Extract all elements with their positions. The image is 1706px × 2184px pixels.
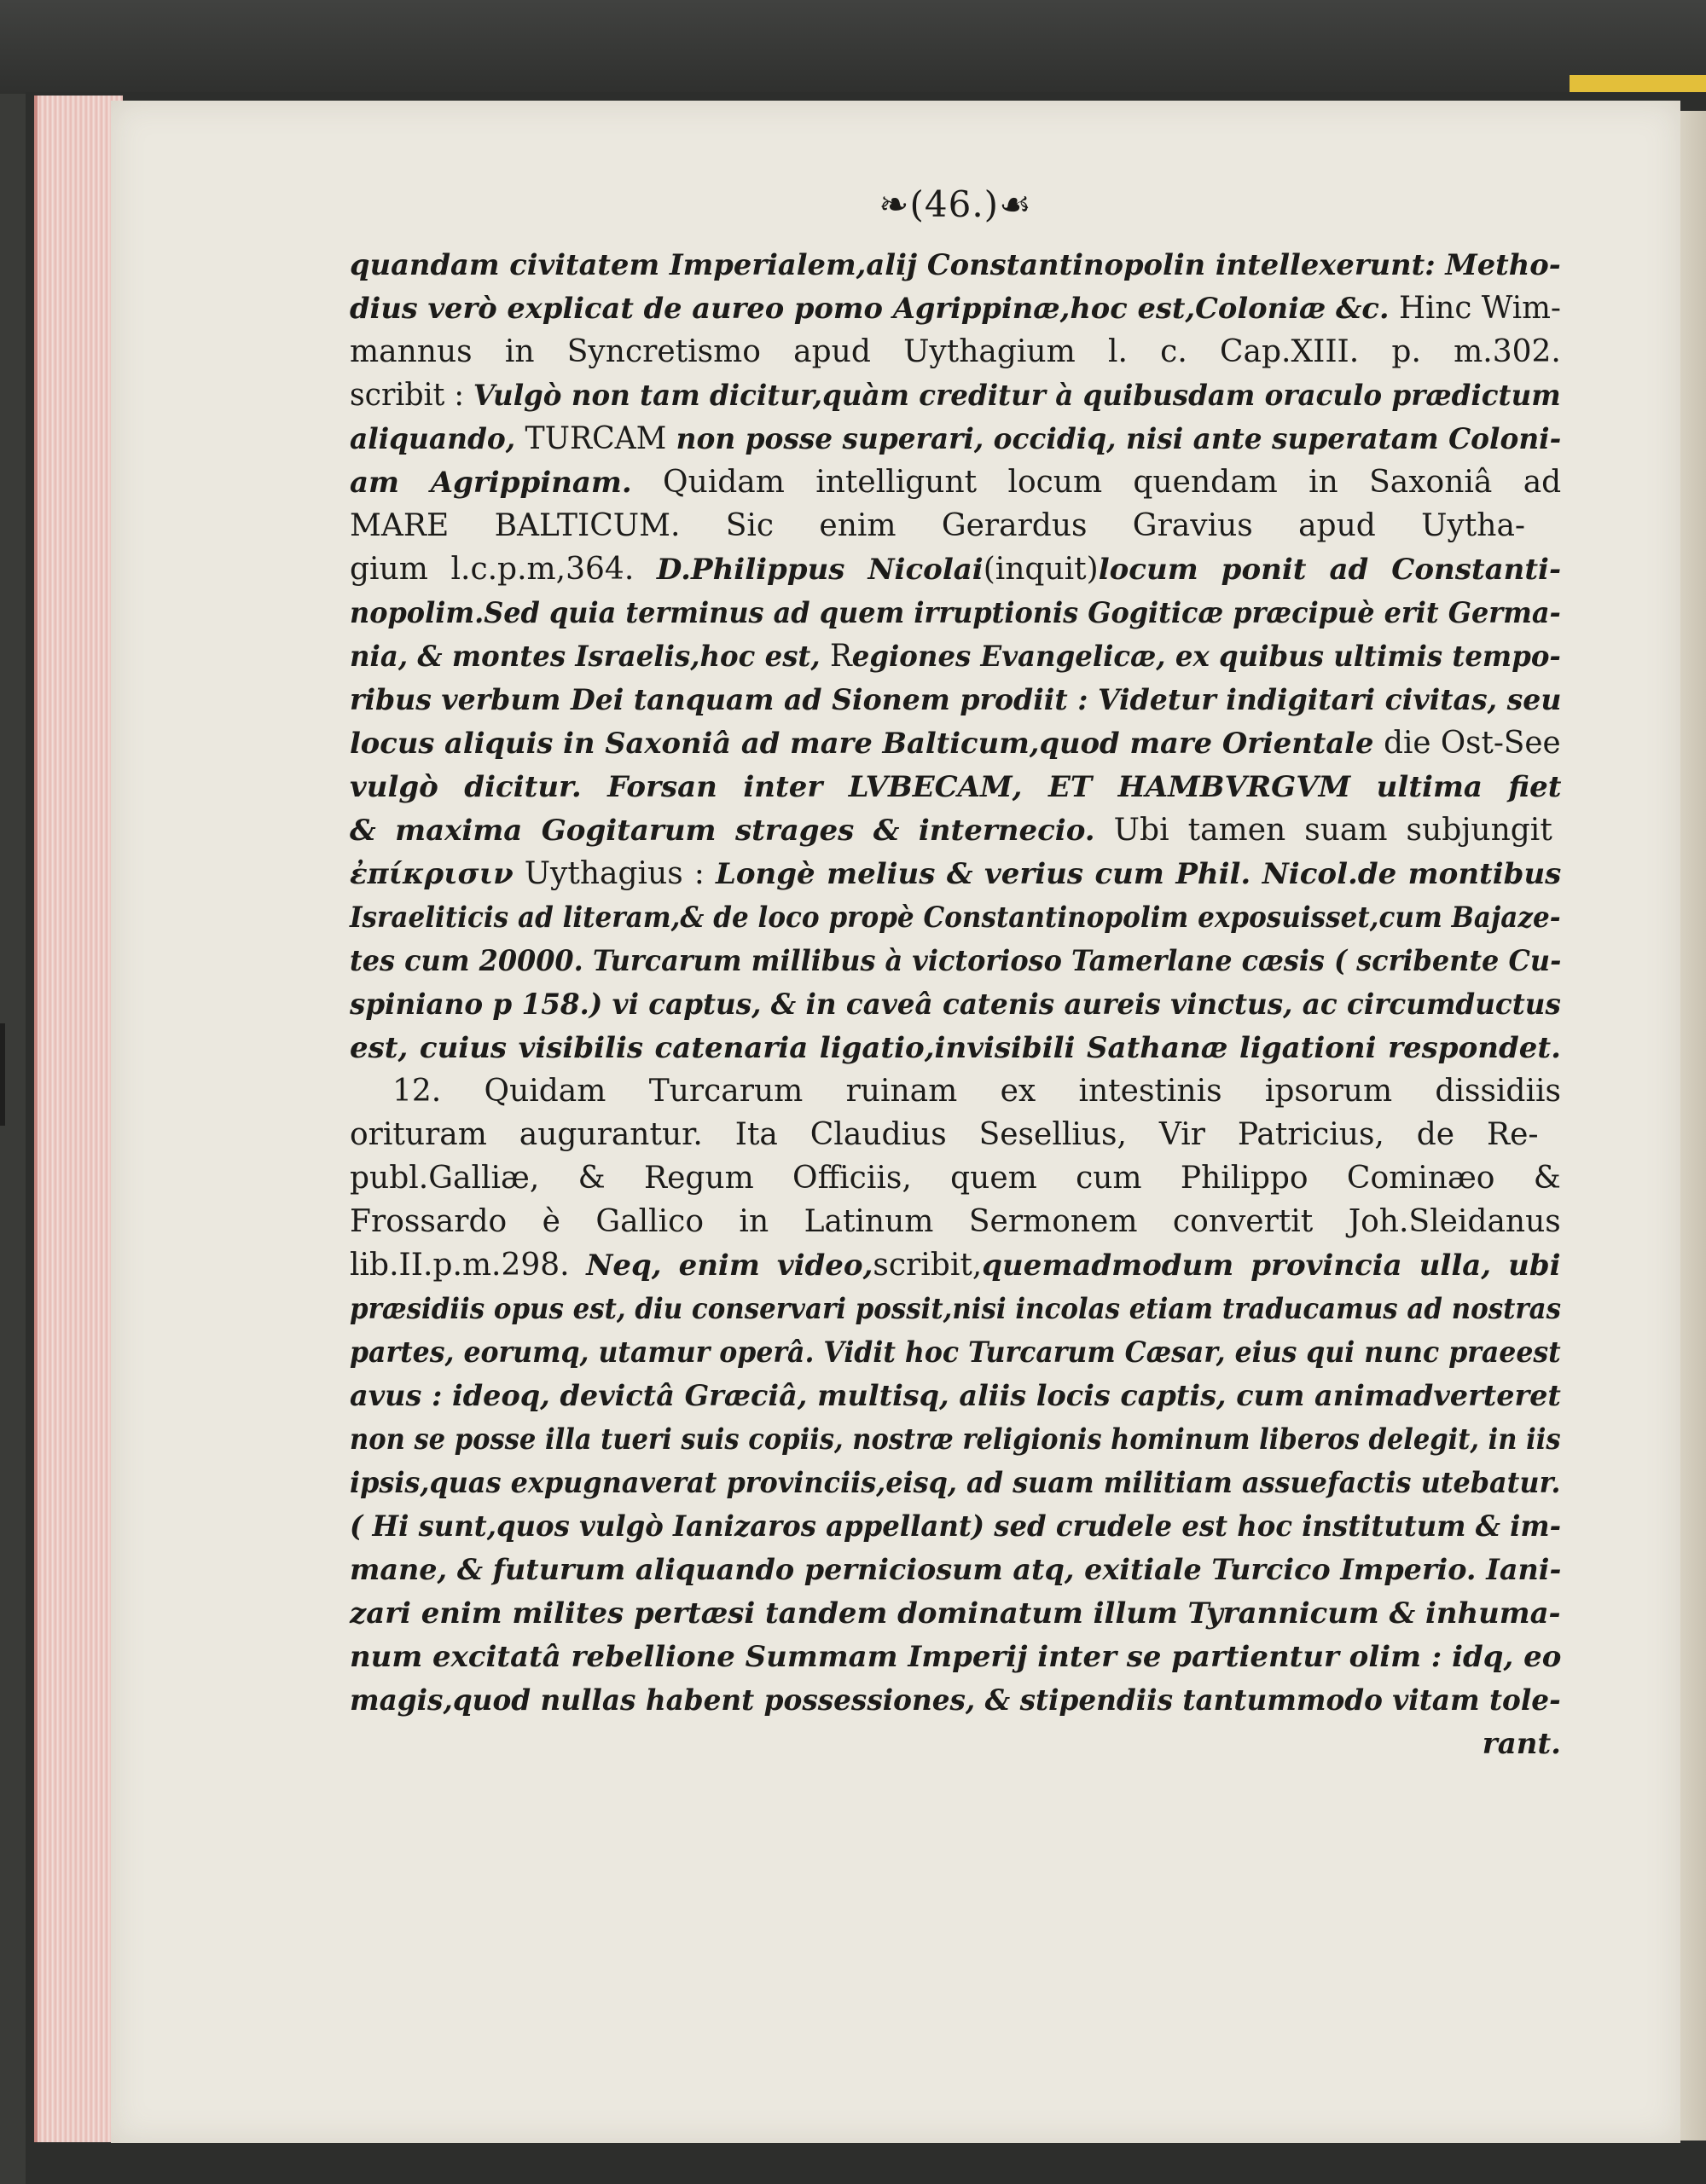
line-text xyxy=(350,287,1561,331)
line-content xyxy=(350,591,1561,635)
text-line xyxy=(350,1635,1561,1678)
italic-segment: ribus verbum Dei tanquam ad Sionem prodiit : Videtur indigitari civitas, seu xyxy=(350,683,1562,717)
line-content xyxy=(350,287,1561,331)
text-line xyxy=(350,1678,1561,1722)
roman-segment: die Ost-See xyxy=(1384,726,1561,761)
text-line xyxy=(350,1591,1561,1635)
italic-segment: rant. xyxy=(1482,1727,1561,1761)
line-content xyxy=(350,678,1561,722)
italic-segment: avus : ideoq, devictâ Græciâ, multisq, aliis locis captis, cum animadverteret xyxy=(350,1379,1561,1413)
line-text xyxy=(350,1113,1539,1156)
italic-segment: num excitatâ rebellione Summam Imperij inter se partientur olim : idq, eo xyxy=(350,1640,1562,1674)
italic-segment: locus aliquis in Saxoniâ ad mare Balticum,quod mare Orientale xyxy=(350,727,1384,761)
line-content xyxy=(350,461,1561,505)
text-line xyxy=(350,1374,1561,1417)
roman-segment: 12. Quidam Turcarum ruinam ex intestinis ipsorum dissidiis xyxy=(392,1074,1561,1109)
line-content xyxy=(350,1591,1561,1636)
italic-segment: ( Hi sunt,quos vulgò Ianizaros appellant) sed crudele est hoc institutum & im- xyxy=(350,1509,1562,1544)
text-line xyxy=(350,547,1561,591)
line-text xyxy=(350,982,1561,1027)
line-content xyxy=(350,1374,1561,1418)
line-content xyxy=(350,939,1561,983)
line-text xyxy=(350,1330,1561,1375)
roman-segment: orituram augurantur. Ita Claudius Sesellius, Vir Patricius, de Re- xyxy=(350,1117,1539,1152)
line-content xyxy=(350,1156,1561,1200)
text-line xyxy=(350,1330,1561,1374)
line-text xyxy=(1483,1722,1561,1766)
italic-segment: Neq, enim video, xyxy=(586,1248,873,1283)
line-content xyxy=(350,721,1561,766)
line-content xyxy=(350,1113,1561,1156)
text-line xyxy=(350,765,1561,808)
line-text xyxy=(350,374,1561,418)
line-content xyxy=(392,1069,1561,1113)
roman-segment: mannus in Syncretismo apud Uythagium l. c. Cap.XIII. p. m.302. xyxy=(350,334,1561,369)
roman-segment: R xyxy=(829,639,852,674)
italic-segment: partes, eorumq, utamur operâ. Vidit hoc Turcarum Cæsar, eius qui nunc praeest xyxy=(350,1335,1561,1370)
italic-segment: non posse superari, occidiq, nisi ante superatam Coloni- xyxy=(666,422,1562,456)
text-line xyxy=(350,721,1561,765)
line-content xyxy=(350,1548,1561,1592)
text-line xyxy=(350,1069,1561,1113)
line-text xyxy=(350,939,1561,983)
text-line xyxy=(350,504,1561,547)
italic-segment: aliquando, xyxy=(350,422,525,456)
line-content xyxy=(350,1287,1561,1331)
text-line xyxy=(350,1417,1561,1461)
line-content xyxy=(350,852,1561,896)
header-ornament-right: ☙ xyxy=(999,183,1032,225)
line-content xyxy=(350,808,1561,853)
italic-segment: Longè melius & verius cum Phil. Nicol.de montibus xyxy=(715,857,1562,891)
line-text xyxy=(350,634,1561,679)
text-line xyxy=(350,1243,1561,1287)
line-content xyxy=(350,243,1561,287)
text-line xyxy=(350,374,1561,417)
line-text xyxy=(350,1548,1561,1592)
text-line xyxy=(350,1722,1561,1765)
text-line xyxy=(350,330,1561,374)
roman-segment: (inquit) xyxy=(983,552,1099,587)
italic-segment: nopolim.Sed quia terminus ad quem irruptionis Gogiticæ præcipuè erit Germa- xyxy=(350,596,1561,630)
text-line xyxy=(350,243,1561,287)
line-text xyxy=(350,1461,1561,1505)
text-line xyxy=(350,1287,1561,1330)
line-content xyxy=(350,982,1561,1027)
italic-segment: zari enim milites pertæsi tandem dominatum illum Tyrannicum & inhuma- xyxy=(350,1596,1561,1631)
text-line xyxy=(350,634,1561,678)
line-text xyxy=(350,330,1561,374)
text-line xyxy=(350,895,1561,939)
italic-segment: ἐπίκρισιν xyxy=(350,857,514,891)
line-text xyxy=(350,547,1561,592)
line-text xyxy=(350,591,1561,635)
line-content xyxy=(350,1417,1561,1462)
italic-segment: Israeliticis ad literam,& de loco propè Constantinopolim exposuisset,cum Bajaze- xyxy=(350,901,1561,935)
line-content xyxy=(350,374,1561,418)
line-text xyxy=(350,808,1552,853)
line-text xyxy=(350,504,1525,547)
text-line xyxy=(350,939,1561,982)
text-line xyxy=(350,1548,1561,1591)
italic-segment: am Agrippinam. xyxy=(350,466,632,500)
italic-segment: magis,quod nullas habent possessiones, & stipendiis tantummodo vitam tole- xyxy=(350,1683,1561,1718)
italic-segment: Vulgò non tam dicitur,quàm creditur à quibusdam oraculo prædictum xyxy=(473,379,1561,413)
line-content xyxy=(350,1461,1561,1505)
italic-segment: nia, & montes Israelis,hoc est, xyxy=(350,640,830,674)
line-content xyxy=(350,1330,1561,1375)
roman-segment: Frossardo è Gallico in Latinum Sermonem convertit Joh.Sleidanus xyxy=(350,1204,1561,1239)
line-text xyxy=(350,1026,1561,1070)
line-content xyxy=(350,1504,1561,1549)
line-text xyxy=(350,765,1561,809)
italic-segment: est, cuius visibilis catenaria ligatio,invisibili Sathanæ ligationi respondet. xyxy=(350,1031,1561,1065)
text-line xyxy=(350,417,1561,461)
roman-segment: publ.Galliæ, & Regum Officiis, quem cum Philippo Cominæo & xyxy=(350,1161,1561,1196)
roman-segment: MARE BALTICUM. Sic enim Gerardus Gravius apud Uytha- xyxy=(350,508,1526,543)
text-line xyxy=(350,287,1561,330)
body-text xyxy=(350,243,1561,1765)
text-line xyxy=(350,982,1561,1026)
line-text xyxy=(392,1069,1561,1113)
line-text xyxy=(350,1374,1561,1418)
italic-segment: tes cum 20000. Turcarum millibus à victorioso Tamerlane cæsis ( scribente Cu- xyxy=(350,944,1562,978)
line-content xyxy=(350,504,1561,547)
italic-segment: non se posse illa tueri suis copiis, nostræ religionis hominum liberos delegit, in iis xyxy=(350,1422,1561,1457)
line-content xyxy=(350,547,1561,592)
line-content xyxy=(350,1200,1561,1243)
line-content xyxy=(350,1243,1561,1288)
text-line xyxy=(350,461,1561,504)
page-number: (46.) xyxy=(909,183,1000,225)
gutter-mark xyxy=(0,1023,27,1126)
line-content xyxy=(350,895,1561,940)
line-text xyxy=(350,1243,1561,1288)
text-line xyxy=(350,678,1561,721)
line-content xyxy=(350,634,1561,679)
line-text xyxy=(350,721,1561,766)
roman-segment: Uythagius : xyxy=(513,856,716,891)
italic-segment: & maxima Gogitarum strages & internecio. xyxy=(350,814,1095,848)
page-stack-edges xyxy=(34,96,123,2142)
text-line xyxy=(350,591,1561,634)
line-text xyxy=(350,1200,1561,1243)
line-content xyxy=(350,417,1561,461)
text-line xyxy=(350,808,1561,852)
italic-segment: quandam civitatem Imperialem,alij Constantinopolin intellexerunt: Metho- xyxy=(350,248,1561,282)
line-text xyxy=(350,243,1561,287)
line-text xyxy=(350,1591,1561,1636)
italic-segment: quemadmodum provincia ulla, ubi xyxy=(982,1248,1561,1283)
line-content xyxy=(350,1635,1561,1679)
header-ornament-left: ❧ xyxy=(879,183,910,225)
italic-segment: spiniano p 158.) vi captus, & in caveâ catenis aureis vinctus, ac circumductus xyxy=(350,988,1561,1022)
text-line xyxy=(350,1461,1561,1504)
line-content xyxy=(350,1722,1561,1766)
text-line xyxy=(350,1504,1561,1548)
text-line xyxy=(350,1113,1561,1156)
text-line xyxy=(350,1026,1561,1069)
line-text xyxy=(350,417,1561,461)
roman-segment: TURCAM xyxy=(525,421,667,456)
italic-segment: dius verò explicat de aureo pomo Agrippinæ,hoc est,Coloniæ &c. xyxy=(350,292,1390,326)
line-text xyxy=(350,1156,1561,1200)
line-text xyxy=(350,1287,1561,1331)
line-content xyxy=(350,765,1561,809)
line-text xyxy=(350,461,1561,505)
background-top xyxy=(0,0,1706,94)
text-line xyxy=(350,1156,1561,1200)
text-line xyxy=(350,1200,1561,1243)
line-text xyxy=(350,895,1561,940)
line-text xyxy=(350,1504,1561,1549)
roman-segment: gium l.c.p.m,364. xyxy=(350,552,657,587)
italic-segment: mane, & futurum aliquando perniciosum atq, exitiale Turcico Imperio. Iani- xyxy=(350,1553,1562,1587)
line-text xyxy=(350,1678,1561,1723)
italic-segment: locum ponit ad Constanti- xyxy=(1098,553,1562,587)
line-text xyxy=(350,678,1561,722)
roman-segment: Ubi tamen suam subjungit xyxy=(1094,813,1552,848)
page-number-header xyxy=(853,183,1058,235)
italic-segment: præsidiis opus est, diu conservari possit,nisi incolas etiam traducamus ad nostras xyxy=(350,1292,1562,1326)
italic-segment: vulgò dicitur. Forsan inter LVBECAM, ET HAMBVRGVM ultima fiet xyxy=(350,770,1562,804)
line-content xyxy=(350,1026,1561,1070)
line-content xyxy=(350,1678,1561,1723)
line-text xyxy=(350,852,1561,896)
italic-segment: ipsis,quas expugnaverat provinciis,eisq, ad suam militiam assuefactis utebatur. xyxy=(350,1466,1561,1500)
line-text xyxy=(350,1417,1561,1462)
roman-segment: scribit, xyxy=(873,1248,983,1283)
italic-segment: egiones Evangelicæ, ex quibus ultimis tempo- xyxy=(851,640,1561,674)
roman-segment: lib.II.p.m.298. xyxy=(350,1248,587,1283)
roman-segment: scribit : xyxy=(350,378,473,413)
line-content xyxy=(350,330,1561,374)
text-line xyxy=(350,852,1561,895)
line-text xyxy=(350,1635,1561,1679)
roman-segment: Quidam intelligunt locum quendam in Saxoniâ ad xyxy=(631,465,1562,500)
italic-segment: D.Philippus Nicolai xyxy=(656,553,984,587)
roman-segment: Hinc Wim- xyxy=(1389,291,1561,326)
